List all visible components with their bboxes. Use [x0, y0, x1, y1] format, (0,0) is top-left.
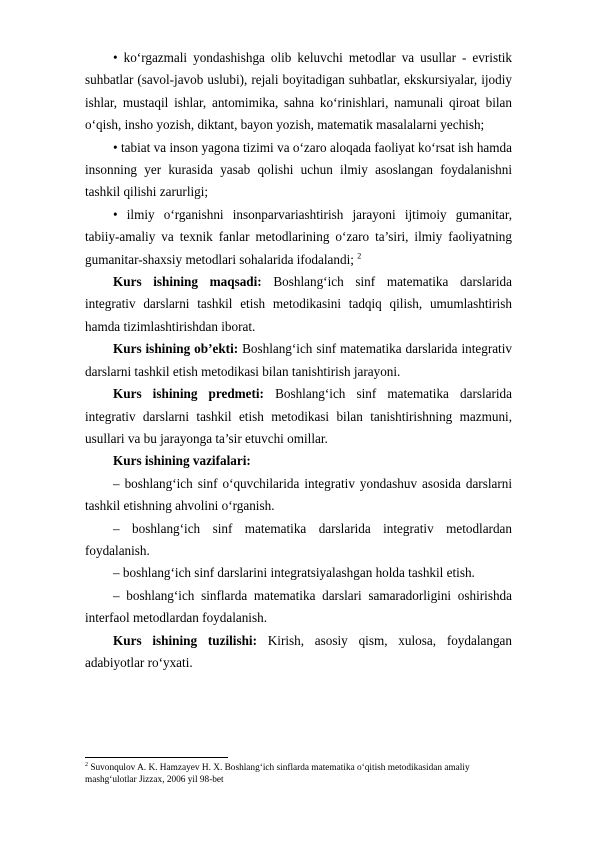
bullet-paragraph-visual-methods [85, 47, 512, 137]
section-lead: Kurs ishining vazifalari: [113, 453, 251, 469]
task-item-1 [85, 473, 512, 518]
heading-course-tasks [85, 450, 512, 472]
section-lead: Kurs ishining predmeti: [113, 386, 264, 402]
paragraph-text: – boshlang‘ich sinf o‘quvchilarida integrativ yondashuv asosida darslarni tashkil etishning ahvolini o‘rganish. [85, 475, 512, 514]
paragraph-text: • tabiat va inson yagona tizimi va o‘zaro aloqada faoliyat ko‘rsat ish hamda insonning yer kurasida yasab qolishi uchun ilmiy asoslangan foydalanishni tashkil qilishi zarurligi; [85, 139, 512, 200]
paragraph-course-object [85, 338, 512, 383]
task-item-3 [85, 562, 512, 584]
paragraph-text: – boshlang‘ich sinflarda matematika darslari samaradorligini oshirishda interfaol metodlardan foydalanish. [85, 587, 512, 626]
paragraph-text: – boshlang‘ich sinf matematika darslarida integrativ metodlardan foydalanish. [85, 520, 512, 558]
bullet-paragraph-humanization [85, 204, 512, 271]
paragraph-text: Boshlang‘ich sinf matematika darslarida integrativ darslarni tashkil etish metodikasi bilan tanishtirish jarayoni. [85, 341, 512, 379]
section-lead: Kurs ishining tuzilishi: [113, 632, 257, 648]
paragraph-text: Boshlang‘ich sinf matematika darslarida integrativ darslarni tashkil etish metodikasi bilan tanishtirishning mazmuni, usullari va bu jarayonga ta’sir etuvchi omillar. [85, 386, 512, 446]
paragraph-text: • ilmiy o‘rganishni insonparvariashtirish jarayoni ijtimoiy gumanitar, tabiiy-amaliy va texnik fanlar metodlarining o‘zaro ta’siri, ilmiy faoliyatning gumanitar-shaxsiy metodlari sohalarida ifodalandi; [85, 206, 512, 267]
paragraph-text: Boshlang‘ich sinf matematika darslarida integrativ darslarni tashkil etish metodikasini tadqiq qilish, umumlashtirish hamda tizimlashtirishdan iborat. [85, 274, 513, 334]
task-item-2 [85, 518, 512, 563]
paragraph-text: • ko‘rgazmali yondashishga olib keluvchi metodlar va usullar - evristik suhbatlar (savol-javob uslubi), rejali boyitadigan suhbatlar, ekskursiyalar, ijodiy ishlar, mustaqil ishlar, antomimika, sahna ko‘rinishlari, namunali qiroat bilan o‘qish, insho yozish, diktant, bayon yozish, matematik masalalarni yechish; [85, 50, 512, 133]
footnote [85, 762, 512, 786]
footnote-text: Suvonqulov A. K. Hamzayev H. X. Boshlang‘ich sinflarda matematika o‘qitish metodikasidan amaliy mashg‘ulotlar Jizzax, 2006 yil 98-bet [85, 763, 470, 785]
document-body [85, 47, 512, 674]
paragraph-text: Kirish, asosiy qism, xulosa, foydalangan adabiyotlar ro‘yxati. [85, 632, 512, 670]
section-lead: Kurs ishining maqsadi: [113, 274, 262, 290]
footnote-number: 2 [85, 761, 88, 768]
footnote-reference[interactable]: 2 [357, 251, 362, 261]
paragraph-course-structure [85, 630, 512, 675]
paragraph-course-subject [85, 383, 512, 450]
footnote-divider [85, 757, 228, 758]
bullet-paragraph-nature-and-human [85, 137, 512, 204]
task-item-4 [85, 585, 512, 630]
paragraph-course-goal [85, 271, 512, 338]
section-lead: Kurs ishining ob’ekti: [113, 341, 239, 357]
paragraph-text: – boshlang‘ich sinf darslarini integratsiyalashgan holda tashkil etish. [113, 565, 475, 581]
